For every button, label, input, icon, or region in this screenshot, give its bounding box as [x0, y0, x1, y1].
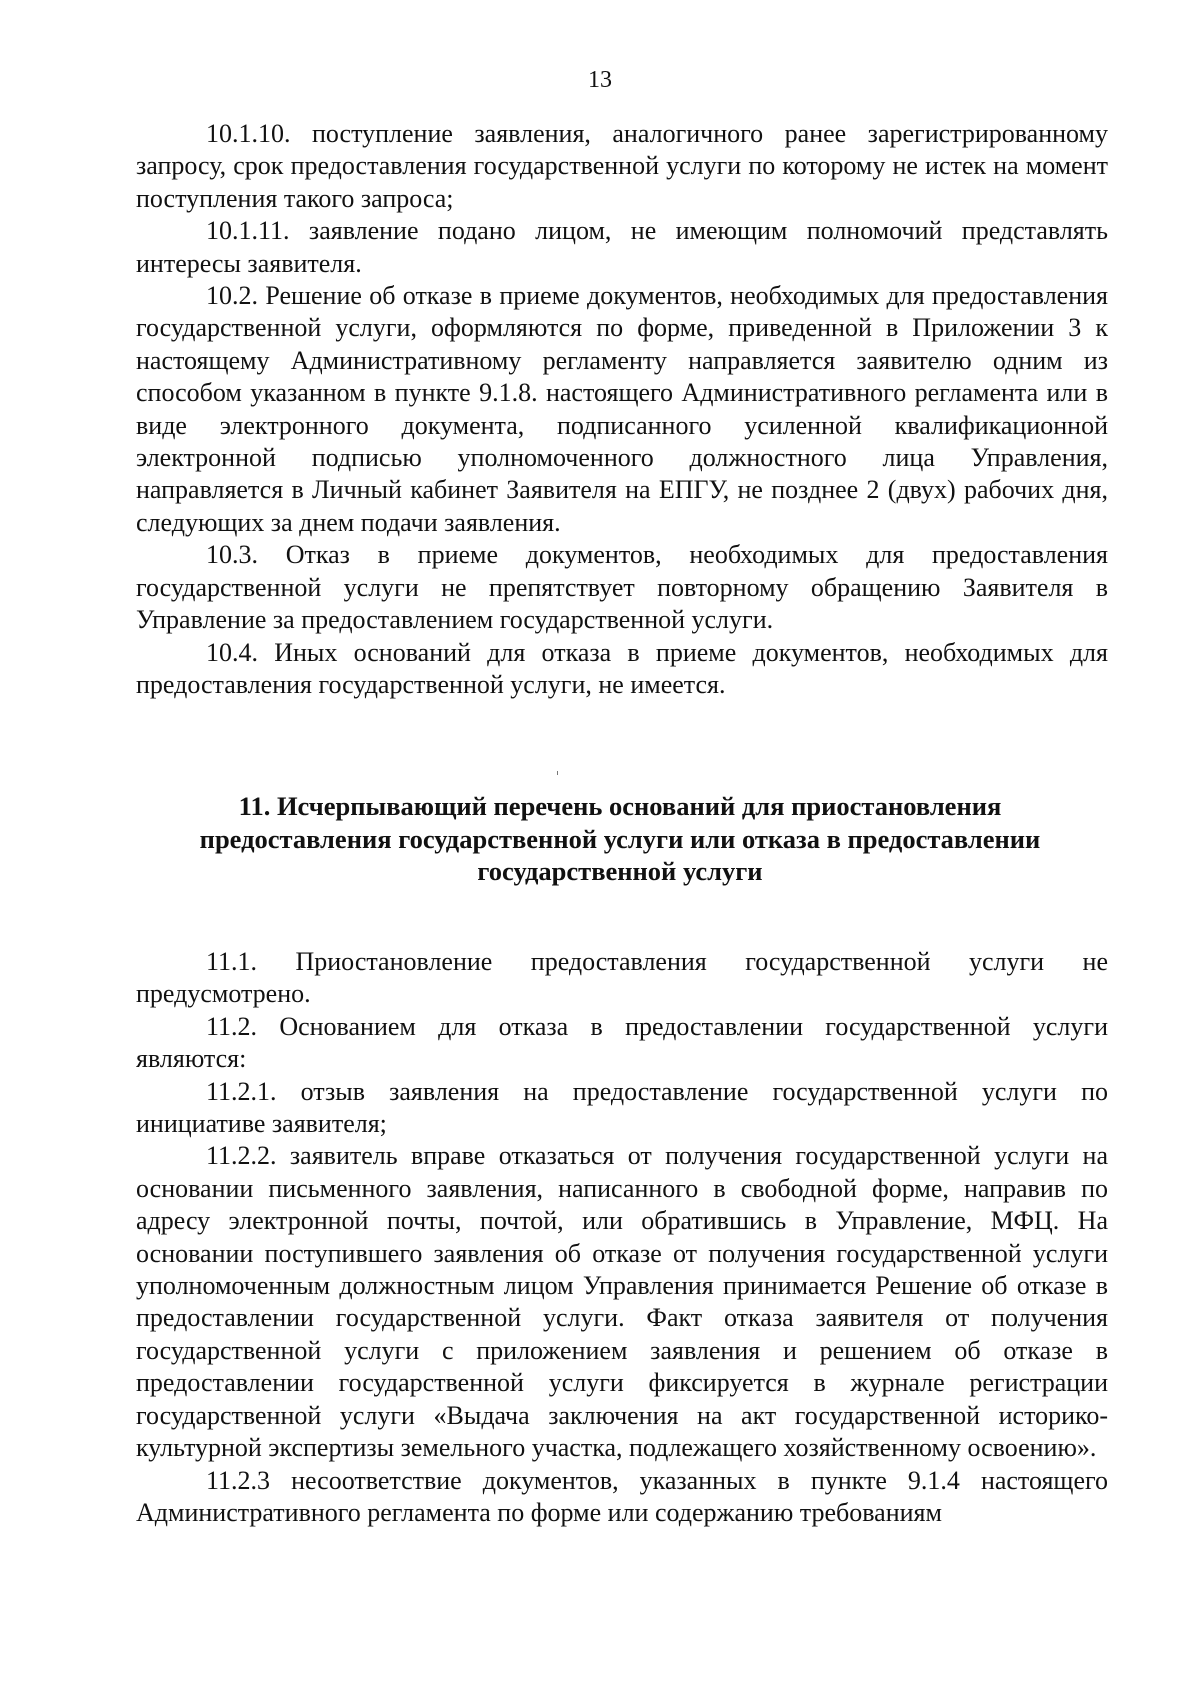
paragraph-10-4: 10.4. Иных оснований для отказа в приеме документов, необходимых для предоставления государственной услуги, не имеется. [136, 637, 1108, 699]
page-number: 13 [588, 67, 612, 93]
heading-line-2: предоставления государственной услуги или отказа в предоставлении [199, 823, 1041, 854]
paragraph-11-2-1: 11.2.1. отзыв заявления на предоставление государственной услуги по инициативе заявителя; [136, 1076, 1108, 1139]
paragraph-11-2-2: 11.2.2. заявитель вправе отказаться от получения государственной услуги на основании письменного заявления, написанного в свободной форме, направив по адресу электронной почты, почтой, или обратившись в Управление, МФЦ. На основании поступившего заявления об отказе от получения государственной услуги уполномоченным должностным лицом Управления принимается Решение об отказе в предоставлении государственной услуги. Факт отказа заявителя от получения государственной услуги с приложением заявления и решением об отказе в предоставлении государственной услуги фиксируется в журнале регистрации государственной услуги «Выдача заключения на акт государственной историко-культурной экспертизы земельного участка, подлежащего хозяйственному освоению». [136, 1141, 1108, 1463]
heading-line-3: государственной услуги [477, 856, 763, 886]
section-10-continuation [136, 118, 1108, 701]
paragraph-11-1: 11.1. Приостановление предоставления государственной услуги не предусмотрено. [136, 947, 1108, 1009]
paragraph-10-2: 10.2. Решение об отказе в приеме документов, необходимых для предоставления государственной услуги, оформляются по форме, приведенной в Приложении 3 к настоящему Административному регламенту направляется заявителю одним из способом указанном в пункте 9.1.8. настоящего Административного регламента или в виде электронного документа, подписанного усиленной квалификационной электронной подписью уполномоченного должностного лица Управления, направляется в Личный кабинет Заявителя на ЕПГУ, не позднее 2 (двух) рабочих дня, следующих за днем подачи заявления. [136, 281, 1108, 537]
paragraph-10-3: 10.3. Отказ в приеме документов, необходимых для предоставления государственной услуги не препятствует повторному обращению Заявителя в Управление за предоставлением государственной услуги. [136, 540, 1108, 635]
paragraph-11-2-3: 11.2.3 несоответствие документов, указанных в пункте 9.1.4 настоящего Административного регламента по форме или содержанию требованиям [136, 1465, 1108, 1527]
heading-line-1: 11. Исчерпывающий перечень оснований для приостановления [238, 791, 1002, 821]
paragraph-10-1-11: 10.1.11. заявление подано лицом, не имеющим полномочий представлять интересы заявителя. [136, 216, 1108, 278]
section-11-body [136, 946, 1108, 1529]
scan-mark [557, 771, 558, 775]
paragraph-10-1-10: 10.1.10. поступление заявления, аналогичного ранее зарегистрированному запросу, срок предоставления государственной услуги по которому не истек на момент поступления такого запроса; [136, 119, 1108, 213]
section-11-heading [130, 790, 1110, 888]
paragraph-11-2: 11.2. Основанием для отказа в предоставлении государственной услуги являются: [136, 1011, 1108, 1074]
